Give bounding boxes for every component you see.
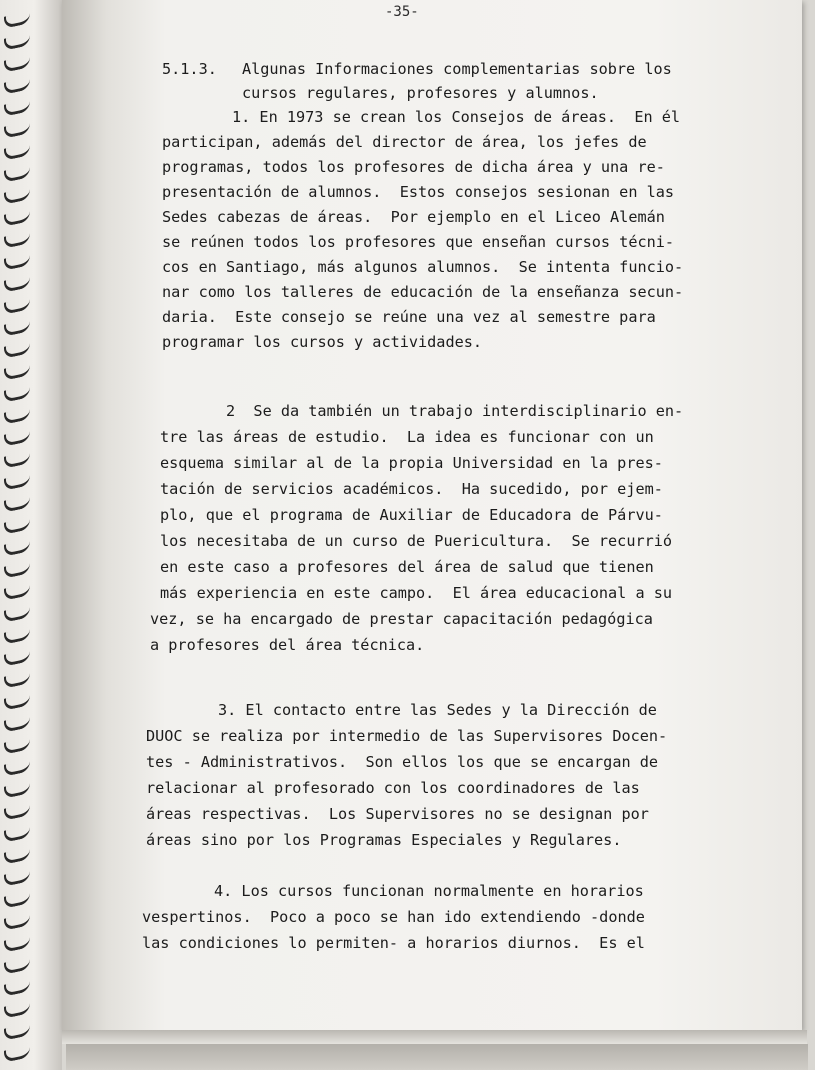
heading-title-line-1: Algunas Informaciones complementarias sobre los [242,60,672,78]
binding-coil [4,561,30,579]
binding-coil [4,121,30,139]
binding-coil [4,451,30,469]
binding-coil [4,407,30,425]
binding-coil [4,253,30,271]
paragraph-line: participan, además del director de área, los jefes de [162,133,647,151]
paragraph-line: presentación de alumnos. Estos consejos sesionan en las [162,183,675,201]
binding-coil [4,891,30,909]
binding-coil [4,649,30,667]
binding-coil [4,1023,30,1041]
binding-coil [4,935,30,953]
binding-coil [4,693,30,711]
paragraph-line: 1. En 1973 se crean los Consejos de áreas. En él [232,108,681,126]
binding-coil [4,605,30,623]
paragraph-line: a profesores del área técnica. [150,636,425,654]
binding-coil [4,495,30,513]
binding-coil [4,517,30,535]
binding-coil [4,341,30,359]
binding-coil [4,825,30,843]
paragraph-line: nar como los talleres de educación de la enseñanza secun- [162,283,684,301]
binding-coil [4,297,30,315]
page-number: -35- [385,4,419,20]
binding-coil [4,209,30,227]
heading-number: 5.1.3. [162,60,217,78]
binding-coil [4,737,30,755]
binding-coil [4,1045,30,1063]
heading-title-line-2: cursos regulares, profesores y alumnos. [242,84,599,102]
binding-coil [4,275,30,293]
paragraph-line: tre las áreas de estudio. La idea es funcionar con un [160,428,654,446]
paragraph-line: relacionar al profesorado con los coordinadores de las [146,779,640,797]
paragraph-line: 3. El contacto entre las Sedes y la Dirección de [218,701,657,719]
binding-coil [4,539,30,557]
binding-coil [4,33,30,51]
paragraph-line: áreas sino por los Programas Especiales y Regulares. [146,831,622,849]
binding-coil [4,869,30,887]
page-stack-edge-lower [66,1044,808,1070]
paragraph-line: tes - Administrativos. Son ellos los que se encargan de [146,753,659,771]
paragraph-line: se reúnen todos los profesores que enseñan cursos técni- [162,233,675,251]
binding-coil [4,77,30,95]
binding-coil [4,957,30,975]
binding-coil [4,187,30,205]
binding-coil [4,627,30,645]
binding-coil [4,319,30,337]
binding-coil [4,99,30,117]
paragraph-line: esquema similar al de la propia Universidad en la pres- [160,454,663,472]
binding-coil [4,473,30,491]
binding-coil [4,671,30,689]
paragraph-line: tación de servicios académicos. Ha sucedido, por ejem- [160,480,663,498]
paragraph-line: los necesitaba de un curso de Puericultura. Se recurrió [160,532,673,550]
binding-coil [4,781,30,799]
binding-coil [4,429,30,447]
paragraph-line: programas, todos los profesores de dicha área y una re- [162,158,665,176]
binding-coil [4,913,30,931]
paragraph-line: vespertinos. Poco a poco se han ido extendiendo -donde [142,908,645,926]
paragraph-line: más experiencia en este campo. El área educacional a su [160,584,673,602]
binding-coil [4,385,30,403]
paragraph-line: DUOC se realiza por intermedio de las Supervisores Docen- [146,727,668,745]
paragraph-line: en este caso a profesores del área de salud que tienen [160,558,654,576]
page-stack-edge [62,1030,807,1044]
binding-coil [4,1001,30,1019]
paragraph-line: las condiciones lo permiten- a horarios diurnos. Es el [142,934,645,952]
binding-coil [4,11,30,29]
paragraph-line: 2 Se da también un trabajo interdisciplinario en- [226,402,684,420]
binding-coil [4,55,30,73]
binding-coil [4,363,30,381]
paragraph-line: daria. Este consejo se reúne una vez al semestre para [162,308,656,326]
spiral-binding [0,0,62,1070]
binding-coil [4,143,30,161]
binding-coil [4,803,30,821]
binding-coil [4,165,30,183]
paragraph-line: programar los cursos y actividades. [162,333,483,351]
binding-coil [4,583,30,601]
binding-coil [4,979,30,997]
paragraph-line: Sedes cabezas de áreas. Por ejemplo en el Liceo Alemán [162,208,665,226]
paragraph-line: cos en Santiago, más algunos alumnos. Se intenta funcio- [162,258,684,276]
binding-coil [4,759,30,777]
paragraph-line: áreas respectivas. Los Supervisores no se designan por [146,805,649,823]
paragraph-line: vez, se ha encargado de prestar capacitación pedagógica [150,610,653,628]
binding-coil [4,231,30,249]
paragraph-line: 4. Los cursos funcionan normalmente en horarios [214,882,644,900]
binding-coil [4,715,30,733]
binding-coil [4,847,30,865]
paragraph-line: plo, que el programa de Auxiliar de Educadora de Párvu- [160,506,663,524]
